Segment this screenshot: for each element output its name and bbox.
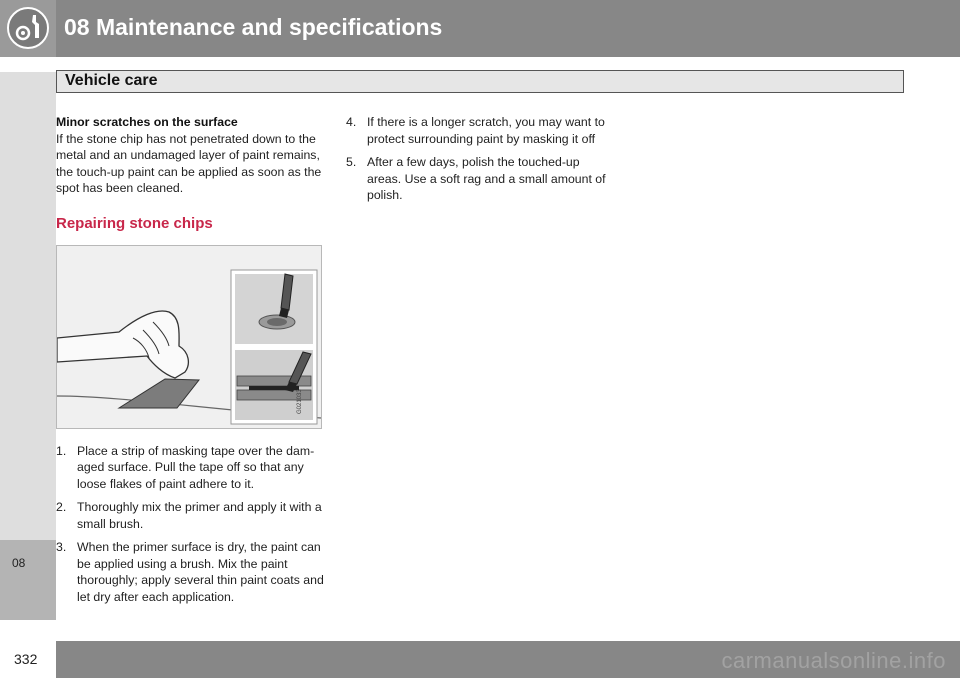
step-number: 2.	[56, 500, 67, 514]
step-text: After a few days, polish the touched-up areas. Use a soft rag and a small amount of polish.	[367, 155, 606, 202]
section-title: Vehicle care	[65, 72, 158, 89]
step-number: 4.	[346, 115, 357, 129]
section-header	[56, 70, 904, 93]
step-2	[56, 499, 326, 532]
step-4	[346, 114, 616, 147]
repairing-stone-chips-heading: Repairing stone chips	[56, 214, 213, 232]
step-number: 3.	[56, 540, 67, 554]
chapter-side-tab	[0, 72, 56, 620]
right-column	[346, 114, 616, 211]
step-text: Place a strip of masking tape over the dam-aged surface. Pull the tape off so that any loose flakes of paint adhere to it.	[77, 443, 315, 491]
step-text: Thoroughly mix the primer and apply it with a small brush.	[77, 500, 322, 531]
chapter-side-tab-marker	[0, 540, 56, 620]
step-number: 5.	[346, 155, 357, 169]
step-text: When the primer surface is dry, the paint can be applied using a brush. Mix the paint thoroughly; apply several thin paint coats and let dry after each application.	[77, 540, 324, 604]
page-number: 332	[14, 651, 38, 667]
left-column	[56, 114, 326, 612]
wrench-gear-icon	[6, 6, 50, 50]
stone-chip-repair-drawing	[57, 246, 321, 428]
step-3	[56, 539, 326, 605]
step-text: If there is a longer scratch, you may want to protect surrounding paint by masking it off	[367, 115, 605, 146]
steps-list-right	[346, 114, 616, 204]
step-number: 1.	[56, 443, 67, 458]
watermark-text: carmanualsonline.info	[721, 648, 946, 673]
figure-code: G021033	[297, 388, 303, 414]
step-5	[346, 154, 616, 204]
maintenance-logo	[0, 0, 56, 57]
side-tab-label: 08	[12, 556, 26, 570]
step-1	[56, 443, 326, 493]
minor-scratches-text: If the stone chip has not penetrated down to the metal and an undamaged layer of paint remains, the touch-up paint can be applied as soon as the spot has been cleaned.	[56, 131, 322, 195]
steps-list-left	[56, 443, 326, 606]
chapter-title: 08 Maintenance and specifications	[64, 14, 443, 40]
minor-scratches-heading: Minor scratches on the surface	[56, 115, 238, 129]
stone-chip-illustration	[56, 245, 322, 429]
